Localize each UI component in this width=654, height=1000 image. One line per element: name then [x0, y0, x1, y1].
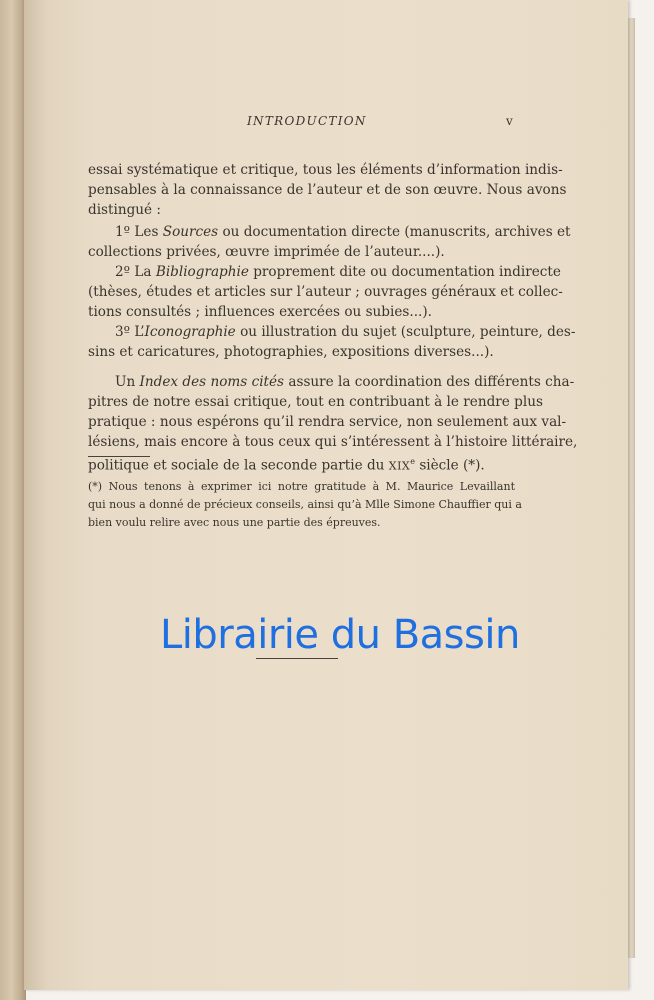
- item1-number: 1º: [115, 224, 131, 240]
- item1-text: ou documentation directe (manuscrits, archives et: [222, 224, 571, 240]
- item2-line-1: 2º La Bibliographie proprement dite ou documentation indirecte: [115, 264, 561, 280]
- century-suffix: e: [410, 457, 415, 466]
- para2-line-1: [115, 372, 575, 392]
- footnote-line-1: (*) Nous tenons à exprimer ici notre gratitude à M. Maurice Levaillant: [88, 480, 515, 493]
- item1-line-1: 1º Les Sources ou documentation directe (manuscrits, archives et: [115, 224, 571, 240]
- footnote-line-3: bien voulu relire avec nous une partie des épreuves.: [88, 516, 381, 529]
- item3-line-1: 3º L’Iconographie ou illustration du sujet (sculpture, peinture, des-: [115, 324, 576, 340]
- item3-label: Iconographie: [144, 324, 236, 340]
- para1-line-1: essai systématique et critique, tous les éléments d’information indis-: [88, 162, 563, 178]
- item2-text: proprement dite ou documentation indirecte: [253, 264, 561, 280]
- para1-line-2: pensables à la connaissance de l’auteur et de son œuvre. Nous avons: [88, 182, 567, 198]
- bookseller-watermark: Librairie du Bassin: [160, 612, 520, 658]
- para2-line-4: lésiens, mais encore à tous ceux qui s’intéressent à l’histoire littéraire,: [88, 434, 578, 450]
- para1-line-3: distingué :: [88, 202, 161, 218]
- item2-number: 2º: [115, 264, 131, 280]
- para2-line-1-text: assure la coordination des différents cha-: [288, 374, 575, 390]
- para2-line-5-text: politique et sociale de la seconde partie du: [88, 457, 385, 474]
- running-title: INTRODUCTION: [247, 114, 367, 128]
- page-number: v: [506, 114, 513, 128]
- item2-line-3: tions consultés ; influences exercées ou subies...).: [88, 304, 432, 320]
- item1-line-2: collections privées, œuvre imprimée de l’auteur....).: [88, 244, 445, 260]
- item3-line-2: sins et caricatures, photographies, expositions diverses...).: [88, 344, 494, 360]
- item3-number: 3º: [115, 324, 131, 340]
- item1-label: Sources: [162, 224, 219, 240]
- para2-intro: Un: [115, 374, 136, 390]
- century-numeral: XIX: [388, 459, 411, 473]
- para2-line-3: pratique : nous espérons qu’il rendra service, non seulement aux val-: [88, 414, 567, 430]
- item2-label: Bibliographie: [155, 264, 249, 280]
- index-title: Index des noms cités: [139, 374, 285, 390]
- para2-line-2: pitres de notre essai critique, tout en contribuant à le rendre plus: [88, 394, 543, 410]
- end-rule: [256, 658, 338, 659]
- item2-line-2: (thèses, études et articles sur l’auteur ; ouvrages généraux et collec-: [88, 284, 563, 300]
- para2-tail: siècle (*).: [419, 457, 485, 474]
- footnote-line-2: qui nous a donné de précieux conseils, ainsi qu’à Mlle Simone Chauffier qui a: [88, 498, 522, 511]
- previous-page-edge: [0, 0, 26, 1000]
- footnote-rule: [88, 456, 150, 457]
- item3-text: ou illustration du sujet (sculpture, peinture, des-: [240, 324, 576, 340]
